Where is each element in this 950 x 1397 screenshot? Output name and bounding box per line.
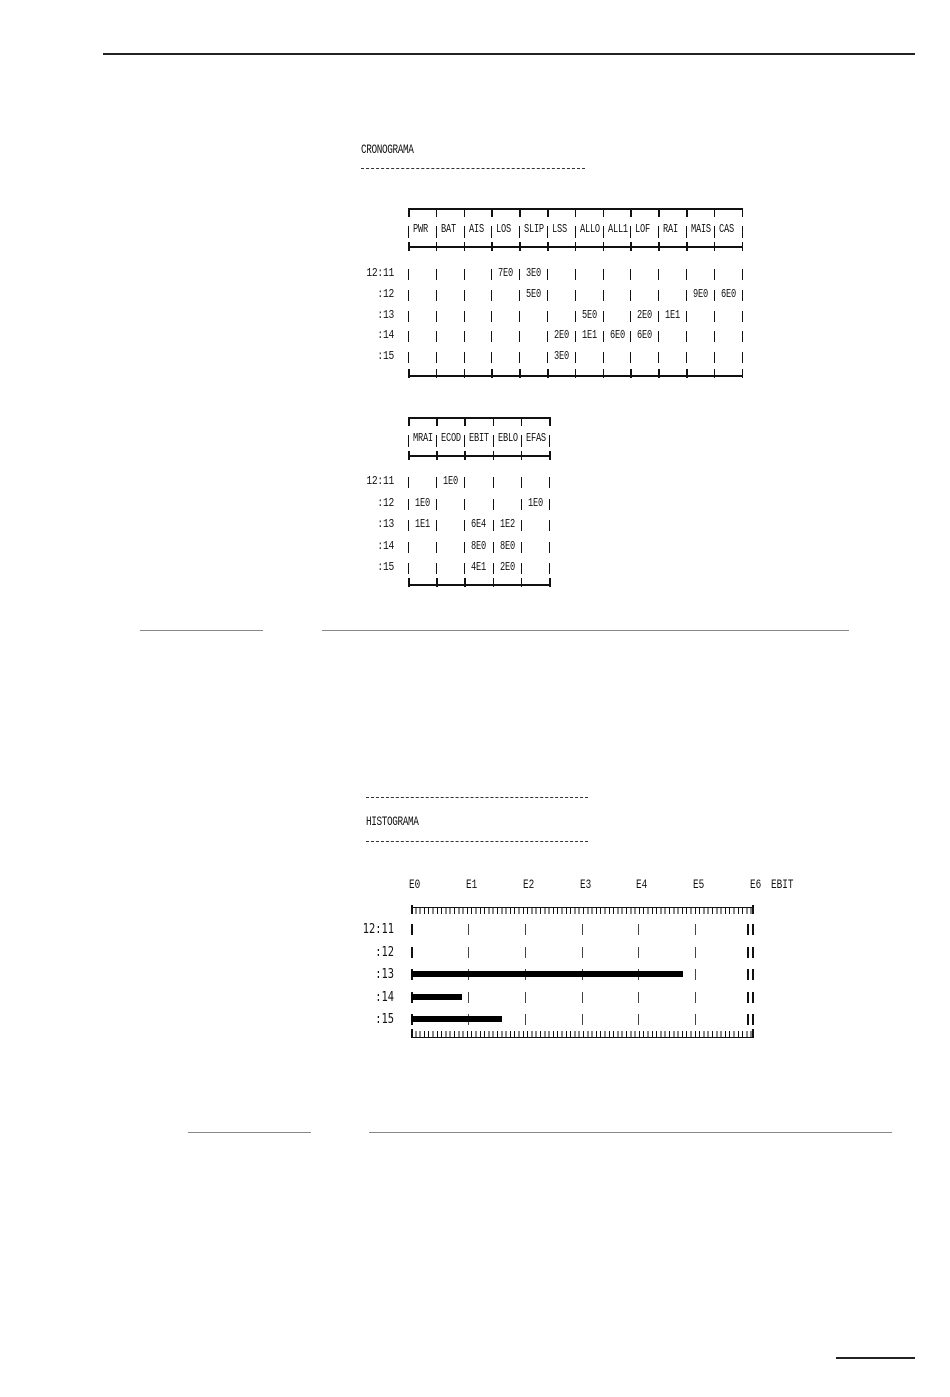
table-cell-divider — [575, 290, 576, 301]
histogram-end-mark — [747, 1014, 749, 1025]
histogram-decade-mark — [468, 992, 469, 1003]
histogram-bar — [411, 971, 683, 977]
time-label: 12:11 — [362, 922, 394, 937]
table-tick-mid — [549, 451, 551, 460]
table-cell-divider — [519, 352, 520, 363]
table-cell-divider — [408, 477, 409, 488]
table-tick-mid — [493, 451, 495, 460]
table-tick-bottom — [742, 369, 744, 378]
table-cell: 6E0 — [609, 328, 625, 343]
table-tick-top — [464, 208, 466, 217]
table-cell-divider — [408, 520, 409, 531]
histogram-decade-mark — [582, 947, 583, 958]
histogram-decade-mark — [525, 947, 526, 958]
time-label: :12 — [375, 944, 394, 960]
histogram-decade-mark — [752, 969, 754, 980]
histogram-top-ruler — [411, 907, 752, 914]
histogram-decade-mark — [752, 924, 754, 935]
table-cell: 1E2 — [499, 517, 515, 532]
table-cell-divider — [408, 290, 409, 301]
histogram-ruler-end — [411, 1029, 413, 1038]
table-cell-divider — [714, 311, 715, 322]
table-tick-mid — [464, 242, 466, 251]
table-cell: 8E0 — [471, 538, 487, 553]
table-cell-divider — [493, 520, 494, 531]
table-cell-divider — [547, 269, 548, 280]
table-tick-bottom — [547, 369, 549, 378]
table-cell-divider — [436, 290, 437, 301]
table-cell-divider — [464, 269, 465, 280]
table-cell-divider — [714, 331, 715, 342]
table-cell-divider — [603, 269, 604, 280]
column-header: LSS — [552, 222, 567, 236]
table-cell-divider — [575, 269, 576, 280]
column-header: AIS — [468, 222, 484, 236]
table-tick-top — [436, 417, 438, 426]
histogram-decade-mark — [695, 924, 696, 935]
column-header: SLIP — [524, 222, 545, 236]
table-cell: 2E0 — [637, 307, 653, 322]
table-tick-bottom — [436, 578, 438, 587]
column-header: EFAS — [525, 431, 546, 445]
time-label: :13 — [375, 967, 394, 982]
table-header-border — [408, 455, 549, 457]
table-cell: 6E0 — [637, 328, 653, 343]
table-col-divider — [519, 226, 520, 238]
table-cell-divider — [549, 520, 550, 531]
table-tick-top — [493, 417, 495, 426]
table-tick-top — [436, 208, 438, 217]
table-tick-bottom — [464, 369, 466, 378]
table-cell: 3E0 — [554, 349, 569, 364]
table-col-divider — [436, 226, 437, 238]
histogram-ruler-end — [411, 905, 413, 914]
table-tick-bottom — [408, 578, 410, 587]
histogram-bar — [411, 1016, 502, 1022]
table-cell-divider — [521, 542, 522, 553]
table-cell-divider — [549, 542, 550, 553]
table-col-divider — [521, 435, 522, 447]
table-cell: 1E1 — [415, 517, 430, 532]
histograma-underline — [366, 841, 588, 842]
table-cell-divider — [491, 331, 492, 342]
table-cell-divider — [603, 290, 604, 301]
table-cell: 6E4 — [471, 517, 487, 532]
histograma-overline — [366, 797, 588, 798]
table-cell-divider — [549, 477, 550, 488]
time-label: :15 — [377, 560, 394, 575]
table-cell-divider — [630, 290, 631, 301]
table-col-divider — [408, 435, 409, 447]
table-col-divider — [491, 226, 492, 238]
table-cell-divider — [408, 563, 409, 574]
cronograma-underline — [361, 168, 585, 169]
table-tick-mid — [408, 242, 410, 251]
table-tick-top — [549, 417, 551, 426]
table-cell-divider — [686, 331, 687, 342]
table-cell-divider — [521, 499, 522, 510]
table-cell-divider — [575, 331, 576, 342]
histogram-decade-mark — [695, 992, 696, 1003]
table-cell-divider — [742, 290, 743, 301]
table-cell-divider — [436, 269, 437, 280]
table-col-divider — [464, 226, 465, 238]
table-tick-mid — [408, 451, 410, 460]
column-header: RAI — [663, 222, 679, 236]
histogram-decade-mark — [525, 924, 526, 935]
table-tick-mid — [491, 242, 493, 251]
table-tick-mid — [436, 242, 438, 251]
table-cell: 5E0 — [581, 307, 597, 322]
table-cell-divider — [714, 290, 715, 301]
table-cell-divider — [464, 520, 465, 531]
table-tick-top — [521, 417, 523, 426]
table-cell-divider — [436, 311, 437, 322]
axis-tick-label: E1 — [465, 877, 478, 892]
table-tick-mid — [742, 242, 744, 251]
table-cell-divider — [658, 290, 659, 301]
table-tick-top — [658, 208, 660, 217]
table-cell: 2E0 — [499, 560, 515, 575]
table-cell-divider — [630, 269, 631, 280]
header-rule — [103, 53, 915, 55]
table-col-divider — [547, 226, 548, 238]
table-col-divider — [464, 435, 465, 447]
table-cell-divider — [714, 352, 715, 363]
table-bottom-border — [408, 584, 549, 586]
column-header: EBIT — [469, 431, 490, 445]
time-label: :12 — [377, 286, 394, 301]
table-cell-divider — [686, 311, 687, 322]
table-tick-top — [686, 208, 688, 217]
cronograma-title: CRONOGRAMA — [361, 142, 414, 157]
histogram-decade-mark — [752, 947, 754, 958]
table-cell-divider — [658, 269, 659, 280]
table-cell-divider — [521, 563, 522, 574]
table-tick-mid — [575, 242, 577, 251]
histogram-decade-mark — [638, 947, 639, 958]
histogram-ruler-end — [752, 1029, 754, 1038]
time-label: :13 — [377, 307, 394, 322]
time-label: :13 — [377, 517, 394, 532]
table-tick-mid — [519, 242, 521, 251]
table-cell-divider — [491, 352, 492, 363]
column-header: LOF — [635, 222, 651, 236]
table-cell-divider — [436, 331, 437, 342]
axis-tick-label: E5 — [693, 877, 705, 892]
table-cell-divider — [603, 331, 604, 342]
histogram-decade-mark — [638, 992, 639, 1003]
column-header: MRAI — [413, 431, 433, 445]
table-cell-divider — [464, 499, 465, 510]
table-cell-divider — [436, 477, 437, 488]
table-cell-divider — [408, 542, 409, 553]
table-cell-divider — [464, 290, 465, 301]
axis-tick-label: E0 — [409, 877, 421, 892]
table-cell-divider — [436, 352, 437, 363]
table-cell-divider — [408, 352, 409, 363]
table-cell-divider — [547, 311, 548, 322]
time-label: :14 — [375, 989, 394, 1005]
table-cell-divider — [658, 331, 659, 342]
column-header: ALL1 — [607, 222, 628, 236]
table-cell-divider — [519, 331, 520, 342]
table-cell-divider — [436, 499, 437, 510]
histogram-bottom-ruler — [411, 1031, 752, 1038]
table-cell-divider — [575, 352, 576, 363]
cronograma-table-1 — [366, 208, 742, 379]
table-cell-divider — [493, 499, 494, 510]
table-cell: 6E0 — [720, 286, 736, 301]
table-tick-bottom — [603, 369, 605, 378]
table-col-divider — [575, 226, 576, 238]
table-cell: 4E1 — [471, 560, 487, 575]
table-cell-divider — [519, 290, 520, 301]
time-label: 12:11 — [366, 474, 394, 488]
table-cell-divider — [408, 269, 409, 280]
table-col-divider — [436, 435, 437, 447]
column-header: PWR — [413, 222, 428, 236]
histogram-end-mark — [747, 969, 749, 980]
table-cell-divider — [493, 563, 494, 574]
histogram-end-mark — [747, 992, 749, 1003]
table-cell-divider — [408, 331, 409, 342]
column-header: BAT — [440, 222, 456, 236]
table-cell-divider — [491, 290, 492, 301]
cronograma-table-2 — [366, 417, 549, 588]
table-cell-divider — [549, 499, 550, 510]
table-col-divider — [549, 435, 550, 447]
table-tick-top — [464, 417, 466, 426]
table-cell-divider — [742, 311, 743, 322]
table-cell-divider — [658, 352, 659, 363]
table-tick-bottom — [408, 369, 410, 378]
table-cell: 8E0 — [499, 538, 515, 553]
table-cell-divider — [630, 331, 631, 342]
table-cell-divider — [519, 269, 520, 280]
histogram-decade-mark — [525, 992, 526, 1003]
table-cell-divider — [742, 331, 743, 342]
histogram-decade-mark — [752, 992, 754, 1003]
column-header: ALLO — [579, 222, 600, 236]
time-label: :15 — [377, 349, 394, 364]
table-tick-mid — [686, 242, 688, 251]
table-tick-bottom — [519, 369, 521, 378]
table-cell: 1E1 — [581, 328, 597, 343]
table-cell: 2E0 — [554, 328, 569, 343]
histogram-decade-mark — [695, 1014, 696, 1025]
table-cell-divider — [521, 477, 522, 488]
table-tick-top — [575, 208, 577, 217]
table-cell-divider — [464, 331, 465, 342]
histogram-decade-mark — [582, 924, 583, 935]
axis-tick-label: E3 — [579, 877, 591, 892]
histogram-bar — [411, 994, 462, 1000]
table-cell-divider — [630, 352, 631, 363]
table-cell-divider — [630, 311, 631, 322]
column-header: MAIS — [691, 222, 711, 236]
table-cell-divider — [686, 352, 687, 363]
table-col-divider — [408, 226, 409, 238]
table-tick-mid — [547, 242, 549, 251]
table-col-divider — [630, 226, 631, 238]
table-tick-bottom — [714, 369, 716, 378]
histogram-decade-mark — [411, 947, 413, 958]
table-tick-bottom — [521, 578, 523, 587]
table-cell-divider — [491, 311, 492, 322]
histogram-decade-mark — [695, 947, 696, 958]
histogram-decade-mark — [525, 1014, 526, 1025]
table-tick-top — [714, 208, 716, 217]
table-cell: 1E0 — [527, 495, 543, 510]
table-cell-divider — [519, 311, 520, 322]
histogram-decade-mark — [582, 1014, 583, 1025]
table-top-border — [408, 417, 549, 419]
table-cell: 1E1 — [665, 307, 681, 322]
axis-tick-label: E6 — [750, 877, 762, 892]
table-tick-bottom — [491, 369, 493, 378]
table-cell-divider — [521, 520, 522, 531]
table-cell: 5E0 — [526, 286, 542, 301]
table-tick-top — [547, 208, 549, 217]
table-tick-mid — [658, 242, 660, 251]
section-rule-1-right — [322, 630, 849, 631]
table-cell-divider — [714, 269, 715, 280]
histogram-decade-mark — [752, 1014, 754, 1025]
table-cell: 9E0 — [693, 286, 708, 301]
table-col-divider — [742, 226, 743, 238]
table-tick-mid — [521, 451, 523, 460]
table-tick-top — [491, 208, 493, 217]
table-col-divider — [493, 435, 494, 447]
table-tick-mid — [714, 242, 716, 251]
table-tick-bottom — [575, 369, 577, 378]
histogram-decade-mark — [638, 1014, 639, 1025]
histogram-ruler-end — [752, 905, 754, 914]
table-col-divider — [658, 226, 659, 238]
column-header: EBLO — [497, 431, 518, 445]
table-col-divider — [714, 226, 715, 238]
table-cell-divider — [464, 477, 465, 488]
table-tick-top — [519, 208, 521, 217]
table-cell: 3E0 — [526, 266, 542, 280]
table-cell-divider — [464, 563, 465, 574]
table-tick-bottom — [686, 369, 688, 378]
table-cell-divider — [742, 269, 743, 280]
table-cell-divider — [493, 542, 494, 553]
table-tick-top — [408, 208, 410, 217]
histogram-decade-mark — [695, 969, 696, 980]
histogram-end-mark — [747, 924, 749, 935]
histogram-decade-mark — [468, 947, 469, 958]
section-rule-1-left — [140, 630, 263, 631]
table-cell-divider — [547, 352, 548, 363]
table-cell-divider — [464, 352, 465, 363]
table-tick-top — [408, 417, 410, 426]
table-cell-divider — [686, 290, 687, 301]
table-cell-divider — [464, 542, 465, 553]
table-cell-divider — [547, 331, 548, 342]
table-cell-divider — [575, 311, 576, 322]
histogram-decade-mark — [468, 924, 469, 935]
time-label: :12 — [377, 495, 394, 510]
table-cell-divider — [464, 311, 465, 322]
section-rule-2-right — [369, 1132, 892, 1133]
time-label: 12:11 — [366, 266, 394, 280]
histogram-decade-mark — [582, 992, 583, 1003]
time-label: :14 — [377, 538, 394, 553]
table-cell: 7E0 — [498, 266, 514, 280]
table-cell-divider — [658, 311, 659, 322]
table-tick-bottom — [436, 369, 438, 378]
time-label: :15 — [375, 1012, 394, 1027]
table-cell-divider — [436, 563, 437, 574]
table-tick-bottom — [464, 578, 466, 587]
table-col-divider — [686, 226, 687, 238]
time-label: :14 — [377, 328, 394, 343]
table-cell: 1E0 — [415, 495, 430, 510]
column-header: CAS — [718, 222, 734, 236]
table-tick-mid — [436, 451, 438, 460]
table-cell-divider — [408, 311, 409, 322]
table-cell-divider — [549, 563, 550, 574]
histogram-end-mark — [747, 947, 749, 958]
table-tick-mid — [603, 242, 605, 251]
table-cell-divider — [547, 290, 548, 301]
histogram-decade-mark — [411, 924, 413, 935]
table-tick-bottom — [658, 369, 660, 378]
table-cell-divider — [436, 542, 437, 553]
axis-unit-label: EBIT — [771, 877, 794, 892]
table-cell-divider — [686, 269, 687, 280]
table-cell-divider — [603, 311, 604, 322]
table-tick-top — [630, 208, 632, 217]
table-tick-top — [742, 208, 744, 217]
table-cell-divider — [493, 477, 494, 488]
histogram-decade-mark — [638, 924, 639, 935]
table-tick-bottom — [493, 578, 495, 587]
table-cell-divider — [603, 352, 604, 363]
histograma-title: HISTOGRAMA — [366, 814, 419, 829]
footer-rule — [836, 1357, 915, 1359]
axis-tick-label: E4 — [636, 877, 648, 892]
table-tick-mid — [630, 242, 632, 251]
section-rule-2-left — [188, 1132, 311, 1133]
table-tick-bottom — [630, 369, 632, 378]
column-header: LOS — [496, 222, 512, 236]
table-tick-top — [603, 208, 605, 217]
table-cell: 1E0 — [443, 474, 459, 488]
table-cell-divider — [491, 269, 492, 280]
table-tick-bottom — [549, 578, 551, 587]
table-cell-divider — [436, 520, 437, 531]
axis-tick-label: E2 — [522, 877, 534, 892]
table-cell-divider — [408, 499, 409, 510]
table-col-divider — [603, 226, 604, 238]
column-header: ECOD — [441, 431, 462, 445]
table-cell-divider — [742, 352, 743, 363]
table-tick-mid — [464, 451, 466, 460]
